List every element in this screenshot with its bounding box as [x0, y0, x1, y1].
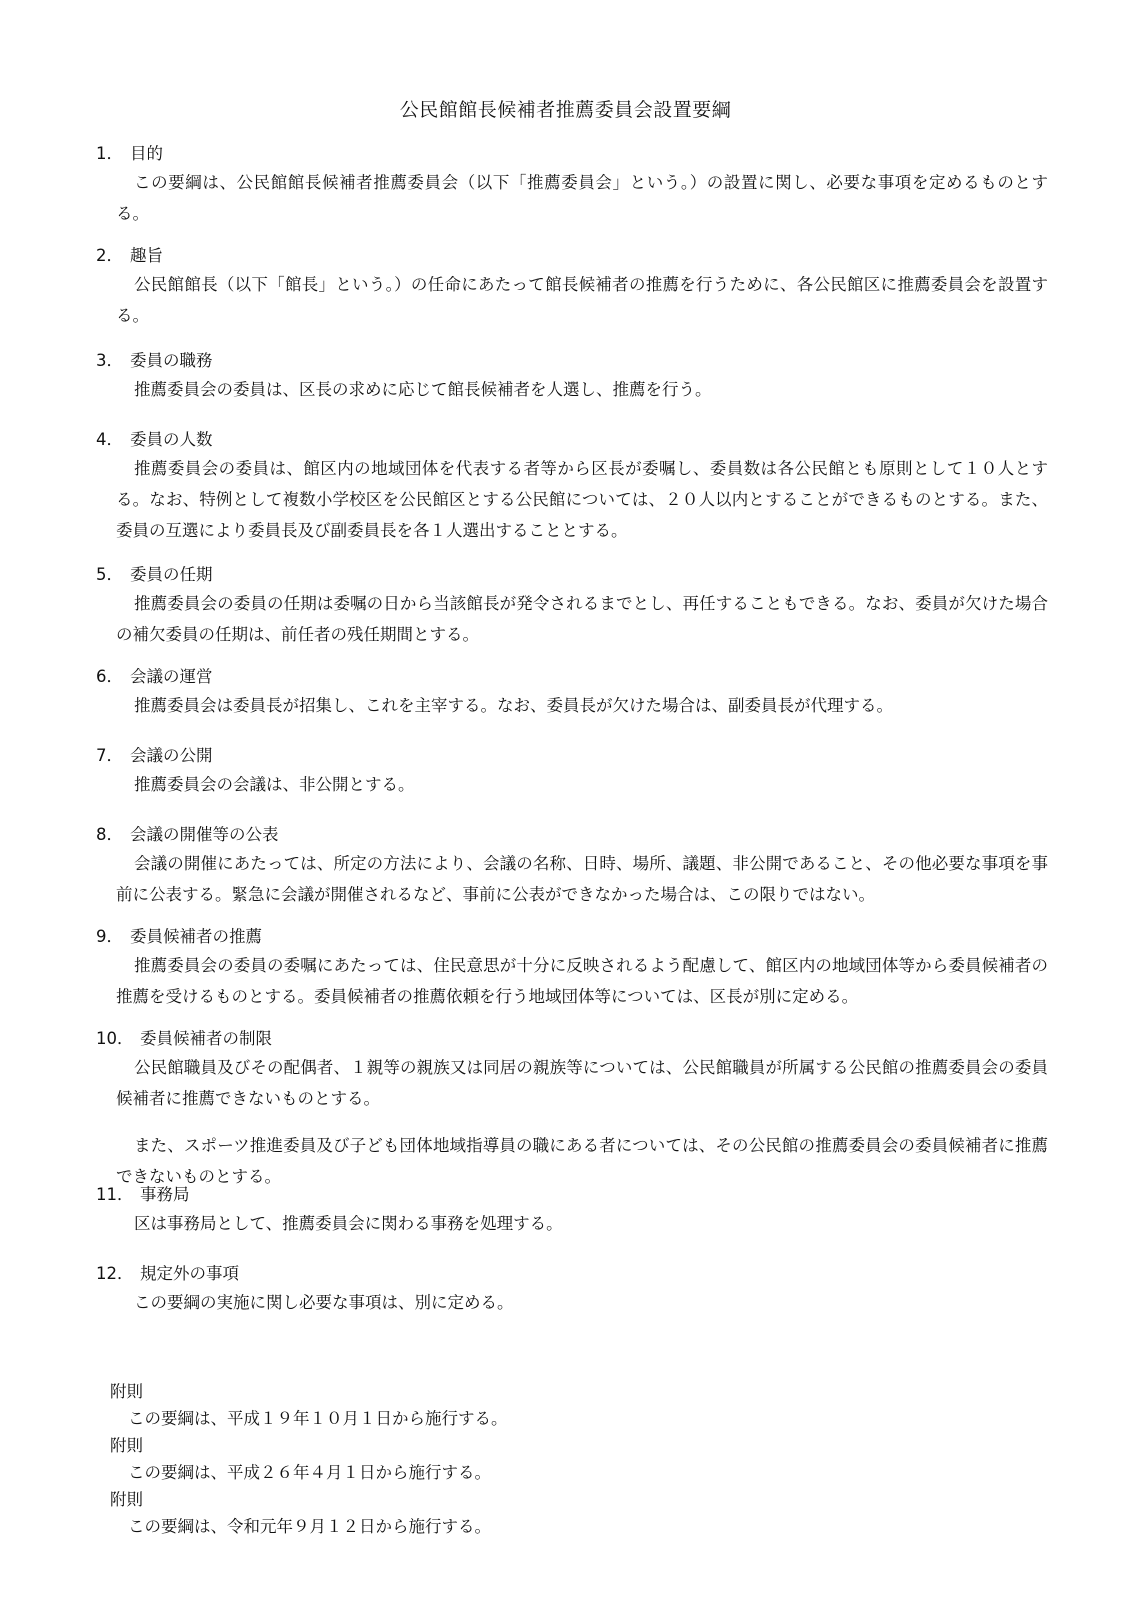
article-title: 会議の運営	[130, 667, 213, 686]
article-number: 5．	[96, 565, 123, 584]
article-title: 委員候補者の推薦	[130, 927, 262, 946]
article-heading	[96, 1262, 239, 1286]
article-body: この要綱は、公民館館長候補者推薦委員会（以下「推薦委員会」という。）の設置に関し、必要な事項を定めるものとする。	[116, 173, 1048, 223]
article-title: 規定外の事項	[140, 1264, 239, 1283]
article-heading	[96, 563, 213, 587]
article-body: この要綱の実施に関し必要な事項は、別に定める。	[134, 1293, 514, 1312]
article-body-second-paragraph: また、スポーツ推進委員及び子ども団体地域指導員の職にある者については、その公民館の推薦委員会の委員候補者に推薦できないものとする。	[116, 1136, 1048, 1186]
article-heading	[96, 1183, 190, 1207]
supplementary-label: 附則	[110, 1490, 143, 1509]
article-title: 委員の任期	[130, 565, 213, 584]
supplementary-text: この要綱は、令和元年９月１２日から施行する。	[128, 1517, 491, 1536]
article-title: 事務局	[140, 1185, 190, 1204]
article-heading	[96, 142, 163, 166]
article-body: 推薦委員会は委員長が招集し、これを主宰する。なお、委員長が欠けた場合は、副委員長が代理する。	[134, 696, 893, 715]
article-heading	[96, 823, 279, 847]
article-number: 4．	[96, 430, 123, 449]
article-number: 2．	[96, 246, 123, 265]
article-heading	[96, 744, 213, 768]
article-number: 12．	[96, 1264, 134, 1283]
article-number: 6．	[96, 667, 123, 686]
supplementary-text: この要綱は、平成２６年４月１日から施行する。	[128, 1463, 491, 1482]
document-title: 公民館館長候補者推薦委員会設置要綱	[399, 99, 732, 121]
article-title: 会議の開催等の公表	[130, 825, 279, 844]
article-body: 推薦委員会の会議は、非公開とする。	[134, 775, 415, 794]
article-body: 会議の開催にあたっては、所定の方法により、会議の名称、日時、場所、議題、非公開であること、その他必要な事項を事前に公表する。緊急に会議が開催されるなど、事前に公表ができなかった場合は、この限りではない。	[116, 854, 1048, 904]
article-body: 推薦委員会の委員の任期は委嘱の日から当該館長が発令されるまでとし、再任することもできる。なお、委員が欠けた場合の補欠委員の任期は、前任者の残任期間とする。	[116, 594, 1048, 644]
article-heading	[96, 665, 213, 689]
article-number: 7．	[96, 746, 123, 765]
article-body: 公民館館長（以下「館長」という。）の任命にあたって館長候補者の推薦を行うために、各公民館区に推薦委員会を設置する。	[116, 275, 1048, 325]
article-number: 11．	[96, 1185, 134, 1204]
article-title: 委員の職務	[130, 351, 213, 370]
article-heading	[96, 349, 213, 373]
supplementary-label: 附則	[110, 1382, 143, 1401]
article-body: 推薦委員会の委員は、館区内の地域団体を代表する者等から区長が委嘱し、委員数は各公民館とも原則として１０人とする。なお、特例として複数小学校区を公民館区とする公民館については、２０人以内とすることができるものとする。また、委員の互選により委員長及び副委員長を各１人選出することとする。	[116, 459, 1048, 540]
article-number: 9．	[96, 927, 123, 946]
article-number: 1．	[96, 144, 123, 163]
article-title: 趣旨	[130, 246, 163, 265]
article-heading	[96, 925, 262, 949]
article-title: 会議の公開	[130, 746, 213, 765]
article-body: 推薦委員会の委員は、区長の求めに応じて館長候補者を人選し、推薦を行う。	[134, 380, 712, 399]
article-body: 公民館職員及びその配偶者、１親等の親族又は同居の親族等については、公民館職員が所属する公民館の推薦委員会の委員候補者に推薦できないものとする。	[116, 1058, 1048, 1108]
supplementary-label: 附則	[110, 1436, 143, 1455]
article-body: 区は事務局として、推薦委員会に関わる事務を処理する。	[134, 1214, 563, 1233]
article-number: 3．	[96, 351, 123, 370]
article-number: 10．	[96, 1029, 134, 1048]
article-title: 委員の人数	[130, 430, 213, 449]
article-title: 目的	[130, 144, 163, 163]
article-number: 8．	[96, 825, 123, 844]
article-heading	[96, 428, 213, 452]
article-body: 推薦委員会の委員の委嘱にあたっては、住民意思が十分に反映されるよう配慮して、館区内の地域団体等から委員候補者の推薦を受けるものとする。委員候補者の推薦依頼を行う地域団体等については、区長が別に定める。	[116, 956, 1048, 1006]
article-heading	[96, 1027, 272, 1051]
article-heading	[96, 244, 163, 268]
supplementary-text: この要綱は、平成１９年１０月１日から施行する。	[128, 1409, 508, 1428]
article-title: 委員候補者の制限	[140, 1029, 272, 1048]
